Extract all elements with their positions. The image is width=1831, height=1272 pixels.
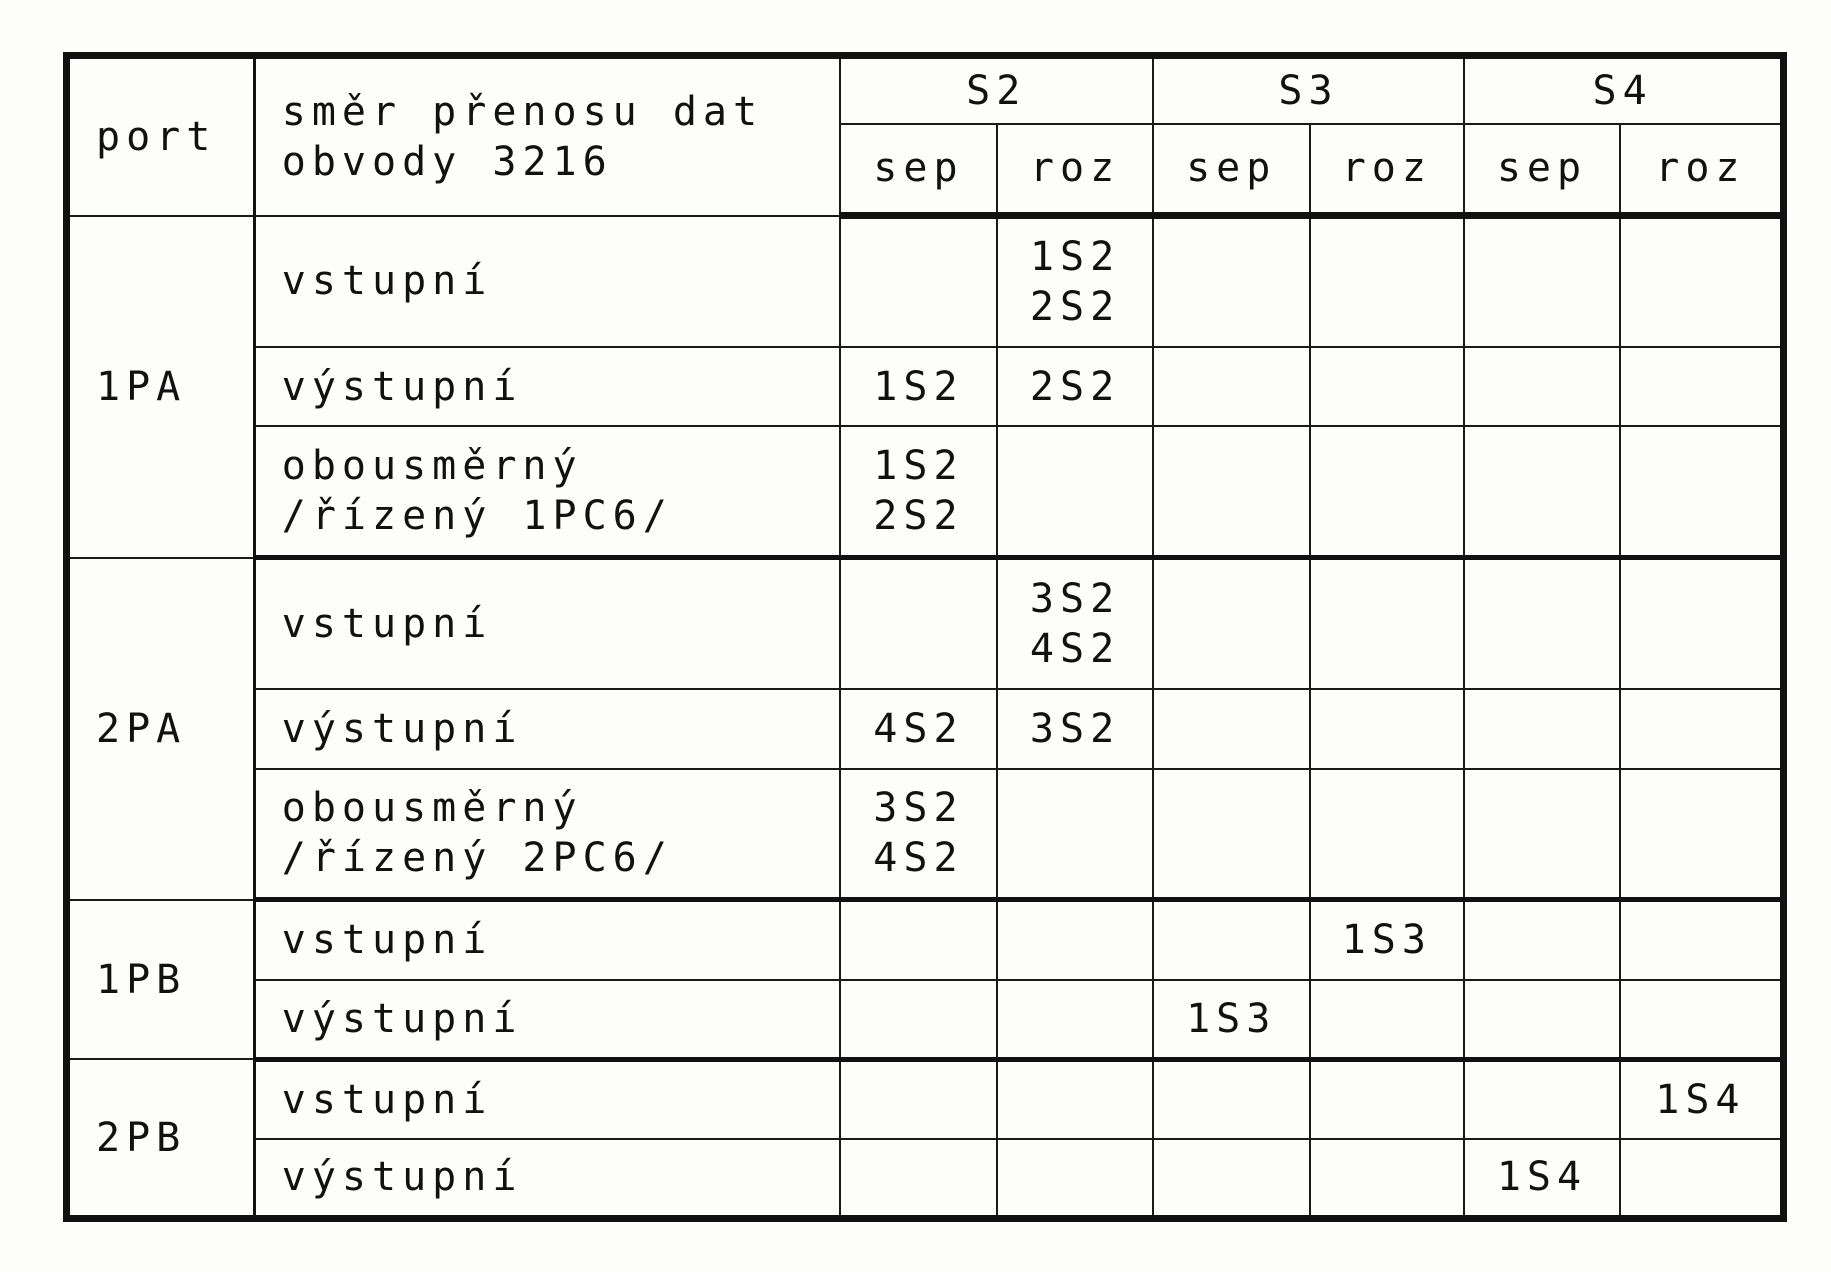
cell-s2-roz	[997, 558, 1153, 689]
cell-s2-roz	[997, 216, 1153, 347]
cell-value: 1S2	[873, 363, 964, 410]
cell-s3-sep	[1153, 980, 1310, 1060]
header-direction	[254, 56, 839, 216]
direction-text: /řízený 1PC6/	[281, 493, 673, 540]
table-row	[67, 216, 1784, 347]
cell-s2-roz	[997, 347, 1153, 427]
table-body	[67, 216, 1784, 1219]
cell-s4-sep	[1464, 1059, 1620, 1139]
direction-text: výstupní	[281, 705, 523, 752]
cell-s2-roz	[997, 426, 1153, 557]
cell-s2-sep	[840, 980, 998, 1060]
header-port: port	[67, 56, 255, 216]
direction-text: vstupní	[281, 1076, 493, 1123]
cell-s4-sep	[1464, 769, 1620, 900]
cell-s2-roz	[997, 1059, 1153, 1139]
port-name: 1PA	[67, 216, 255, 558]
direction-cell	[254, 1059, 839, 1139]
direction-cell	[254, 900, 839, 980]
cell-s4-roz	[1620, 689, 1784, 769]
table-row	[67, 558, 1784, 689]
direction-text: vstupní	[281, 917, 493, 964]
cell-s3-sep	[1153, 216, 1310, 347]
cell-s4-roz	[1620, 980, 1784, 1060]
cell-s2-roz	[997, 689, 1153, 769]
cell-s4-roz	[1620, 900, 1784, 980]
cell-s4-sep	[1464, 558, 1620, 689]
direction-text: výstupní	[281, 1154, 523, 1201]
cell-s4-sep	[1464, 426, 1620, 557]
cell-s2-roz	[997, 769, 1153, 900]
direction-cell	[254, 347, 839, 427]
cell-s4-sep	[1464, 1139, 1620, 1219]
header-s3-sep: sep	[1153, 124, 1310, 216]
cell-value: 1S3	[1186, 995, 1277, 1042]
direction-cell	[254, 1139, 839, 1219]
port-table-sheet	[63, 52, 1787, 1222]
cell-s3-sep	[1153, 900, 1310, 980]
cell-value: 2S2	[873, 493, 964, 540]
cell-s2-roz	[997, 1139, 1153, 1219]
header-s2-sep: sep	[840, 124, 998, 216]
table-row	[67, 980, 1784, 1060]
cell-value: 2S2	[1029, 284, 1121, 331]
cell-value: 1S2	[873, 443, 964, 490]
table-row	[67, 769, 1784, 900]
cell-s2-sep	[840, 900, 998, 980]
table-row	[67, 689, 1784, 769]
direction-text: vstupní	[281, 258, 493, 305]
cell-s4-roz	[1620, 216, 1784, 347]
cell-s4-sep	[1464, 689, 1620, 769]
header-s2-roz: roz	[997, 124, 1153, 216]
cell-s2-sep	[840, 689, 998, 769]
direction-cell	[254, 769, 839, 900]
header-group-s3: S3	[1153, 56, 1464, 124]
cell-value: 3S2	[1029, 705, 1121, 752]
header-direction-line2: obvody 3216	[281, 138, 613, 185]
cell-s3-roz	[1310, 980, 1465, 1060]
cell-s4-roz	[1620, 558, 1784, 689]
cell-s2-sep	[840, 558, 998, 689]
cell-s4-roz	[1620, 769, 1784, 900]
cell-s3-sep	[1153, 689, 1310, 769]
cell-s2-sep	[840, 216, 998, 347]
cell-s4-roz	[1620, 426, 1784, 557]
cell-value: 4S2	[1029, 626, 1121, 673]
direction-cell	[254, 689, 839, 769]
cell-s3-sep	[1153, 1139, 1310, 1219]
header-s4-sep: sep	[1464, 124, 1620, 216]
cell-s3-roz	[1310, 900, 1465, 980]
header-group-s2: S2	[840, 56, 1153, 124]
cell-s4-roz	[1620, 1139, 1784, 1219]
cell-value: 1S3	[1341, 917, 1432, 964]
direction-cell	[254, 558, 839, 689]
table-row	[67, 1059, 1784, 1139]
cell-s2-sep	[840, 347, 998, 427]
direction-text: /řízený 2PC6/	[281, 835, 673, 882]
direction-cell	[254, 426, 839, 557]
cell-s4-roz	[1620, 347, 1784, 427]
cell-s3-sep	[1153, 769, 1310, 900]
cell-value: 1S4	[1655, 1076, 1746, 1123]
cell-s2-sep	[840, 1139, 998, 1219]
direction-text: vstupní	[281, 601, 493, 648]
cell-s3-roz	[1310, 689, 1465, 769]
direction-text: obousměrný	[281, 443, 583, 490]
cell-s2-sep	[840, 769, 998, 900]
cell-s3-roz	[1310, 347, 1465, 427]
header-group-s4: S4	[1464, 56, 1783, 124]
cell-s3-roz	[1310, 426, 1465, 557]
direction-text: obousměrný	[281, 785, 583, 832]
cell-value: 3S2	[873, 785, 964, 832]
cell-s3-sep	[1153, 1059, 1310, 1139]
cell-s3-roz	[1310, 216, 1465, 347]
cell-value: 4S2	[873, 705, 964, 752]
cell-s4-sep	[1464, 216, 1620, 347]
direction-text: výstupní	[281, 363, 523, 410]
direction-cell	[254, 980, 839, 1060]
table-row	[67, 426, 1784, 557]
cell-s3-roz	[1310, 558, 1465, 689]
table-row	[67, 900, 1784, 980]
cell-value: 1S4	[1496, 1154, 1588, 1201]
cell-s4-sep	[1464, 347, 1620, 427]
header-s3-roz: roz	[1310, 124, 1465, 216]
cell-s4-sep	[1464, 980, 1620, 1060]
cell-s2-sep	[840, 426, 998, 557]
table-row	[67, 347, 1784, 427]
cell-s3-roz	[1310, 1059, 1465, 1139]
header-s4-roz: roz	[1620, 124, 1784, 216]
cell-value: 2S2	[1029, 363, 1121, 410]
cell-s3-roz	[1310, 769, 1465, 900]
cell-value: 1S2	[1029, 234, 1121, 281]
port-name: 1PB	[67, 900, 255, 1059]
cell-s3-roz	[1310, 1139, 1465, 1219]
cell-value: 4S2	[873, 835, 964, 882]
cell-s2-roz	[997, 900, 1153, 980]
port-direction-table	[63, 52, 1787, 1222]
cell-s3-sep	[1153, 558, 1310, 689]
cell-s3-sep	[1153, 347, 1310, 427]
cell-s4-sep	[1464, 900, 1620, 980]
cell-s4-roz	[1620, 1059, 1784, 1139]
cell-s3-sep	[1153, 426, 1310, 557]
direction-cell	[254, 216, 839, 347]
port-name: 2PA	[67, 558, 255, 900]
cell-s2-roz	[997, 980, 1153, 1060]
port-name: 2PB	[67, 1059, 255, 1218]
cell-s2-sep	[840, 1059, 998, 1139]
header-direction-line1: směr přenosu dat	[281, 88, 764, 135]
cell-value: 3S2	[1029, 576, 1121, 623]
table-row	[67, 1139, 1784, 1219]
direction-text: výstupní	[281, 995, 523, 1042]
